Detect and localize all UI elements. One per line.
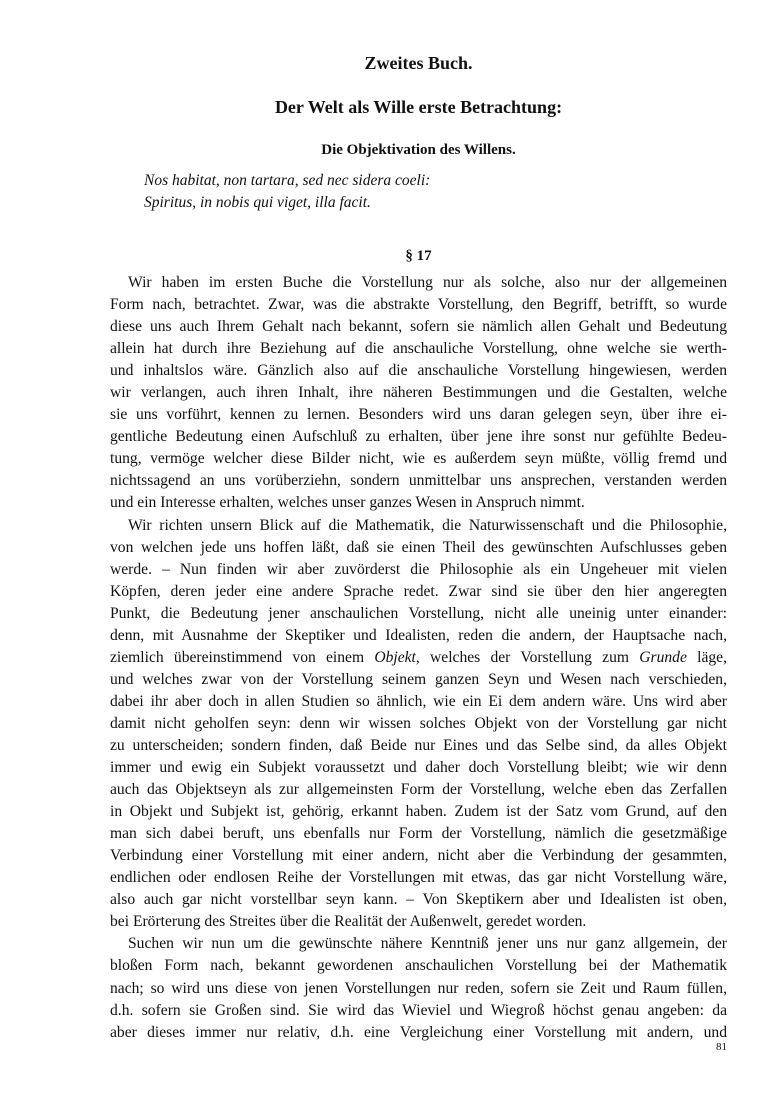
text-line: Form nach, betrachtet. Zwar, was die abstrakte Vorstellung, den Begriff, betrifft, so wurde [110,296,727,314]
text-line: Wir richten unsern Blick auf die Mathematik, die Naturwissenschaft und die Philosophie, [128,516,727,534]
text-line: und ein Interesse erhalten, welches unser ganzes Wesen in Anspruch nimmt. [110,494,585,512]
text-line: auch das Objektseyn als zur allgemeinsten Form der Vorstellung, welche eben das Zerfallen [110,781,727,799]
epigraph [144,170,704,214]
section-heading: § 17 [405,248,432,264]
book-page [110,0,727,1100]
body-text [110,272,727,1044]
text-line: und inhaltslos wäre. Gänzlich also auf die anschauliche Vorstellung hingewiesen, werden [110,362,727,380]
text-line: wir verlangen, auch ihren Inhalt, ihre näheren Bestimmungen und die Gestalten, welche [110,384,727,402]
page-number: 81 [716,1041,727,1053]
text-line: denn, mit Ausnahme der Skeptiker und Idealisten, reden die andern, der Hauptsache nach, [110,626,727,644]
text-line: also auch gar nicht vorstellbar seyn kann. – Von Skeptikern aber und Idealisten ist oben, [110,891,727,909]
text-line: tung, vermöge welcher diese Bilder nicht, wie es außerdem seyn müßte, völlig fremd und [110,450,727,468]
text-line: von welchen jede uns hoffen läßt, daß sie einen Theil des gewünschten Aufschlusses geben [110,538,727,556]
text-line: allein hat durch ihre Beziehung auf die anschauliche Vorstellung, ohne welche sie werth- [110,340,727,358]
text-line: bei Erörterung des Streites über die Realität der Außenwelt, geredet worden. [110,913,587,931]
text-line: Suchen wir nun um die gewünschte nähere Kenntniß jener uns nur ganz allgemein, der [128,935,727,953]
text-line: endlichen oder endlosen Reihe der Vorstellungen mit etwas, das gar nicht Vorstellung wäre, [110,869,727,887]
text-line: gentliche Bedeutung einen Aufschluß zu erhalten, über jene ihre sonst nur gefühlte Bedeu- [110,428,727,446]
text-line: dabei ihr aber doch in allen Studien so ähnlich, wie ein Ei dem andern wäre. Uns wird aber [110,692,727,710]
text-line [110,647,727,669]
epigraph-line: Spiritus, in nobis qui viget, illa facit. [144,194,371,211]
epigraph-line: Nos habitat, non tartara, sed nec sidera coeli: [144,172,431,189]
book-title: Zweites Buch. [364,53,473,73]
text-run: läge, [686,648,727,666]
text-line: und welches zwar von der Vorstellung seinem ganzen Seyn und Wesen nach verschieden, [110,670,727,688]
text-line: diese uns auch Ihrem Gehalt nach bekannt, sofern sie nämlich allen Gehalt und Bedeutung [110,318,727,336]
emphasis-grunde: Grunde [639,648,687,666]
text-run: ziemlich übereinstimmend von einem [110,648,375,666]
text-line: nichtssagend an uns vorüberziehn, sondern unmittelbar uns ansprechen, verstanden werden [110,472,727,490]
text-line: werde. – Nun finden wir aber zuvörderst die Philosophie als ein Ungeheuer mit vielen [110,560,727,578]
emphasis-objekt: Objekt [374,648,416,666]
chapter-subtitle: Die Objektivation des Willens. [321,142,516,158]
text-line: Wir haben im ersten Buche die Vorstellung nur als solche, also nur der allgemeinen [128,274,727,291]
text-line: d.h. sofern sie Großen sind. Sie wird das Wieviel und Wiegroß höchst genau angeben: da [110,1001,727,1019]
text-line: aber dieses immer nur relativ, d.h. eine Vergleichung einer Vorstellung mit andern, und [110,1023,727,1041]
text-line: bloßen Form nach, bekannt gewordenen anschaulichen Vorstellung bei der Mathematik [110,957,727,975]
text-line: man sich dabei beruft, uns ebenfalls nur Form der Vorstellung, nämlich die gesetzmäßige [110,825,727,843]
text-line: nach; so wird uns diese von jenen Vorstellungen nur reden, sofern sie Zeit und Raum füllen, [110,979,727,997]
text-line: in Objekt und Subjekt ist, gehörig, erkannt haben. Zudem ist der Satz vom Grund, auf den [110,803,727,821]
text-line: Köpfen, deren jeder eine andere Sprache redet. Zwar sind sie über den hier angeregten [110,582,727,600]
part-title: Der Welt als Wille erste Betrachtung: [274,97,563,117]
text-run: , welches der Vorstellung zum [415,648,640,666]
text-line: Verbindung einer Vorstellung mit einer andern, nicht aber die Verbindung der gesammten, [110,847,727,865]
text-line: zu unterscheiden; sondern finden, daß Beide nur Eines und das Selbe sind, da alles Objekt [110,736,727,754]
text-line: sie uns vorführt, kennen zu lernen. Besonders wird uns daran gelegen seyn, über ihre ei- [110,406,727,424]
text-line: Punkt, die Bedeutung jener anschaulichen Vorstellung, nicht alle uneinig unter einander: [110,604,727,622]
text-line: damit nicht geholfen seyn: denn wir wissen solches Objekt von der Vorstellung gar nicht [110,714,727,732]
text-line: immer und ewig ein Subjekt voraussetzt und daher doch Vorstellung bleibt; wie wir denn [110,759,727,777]
